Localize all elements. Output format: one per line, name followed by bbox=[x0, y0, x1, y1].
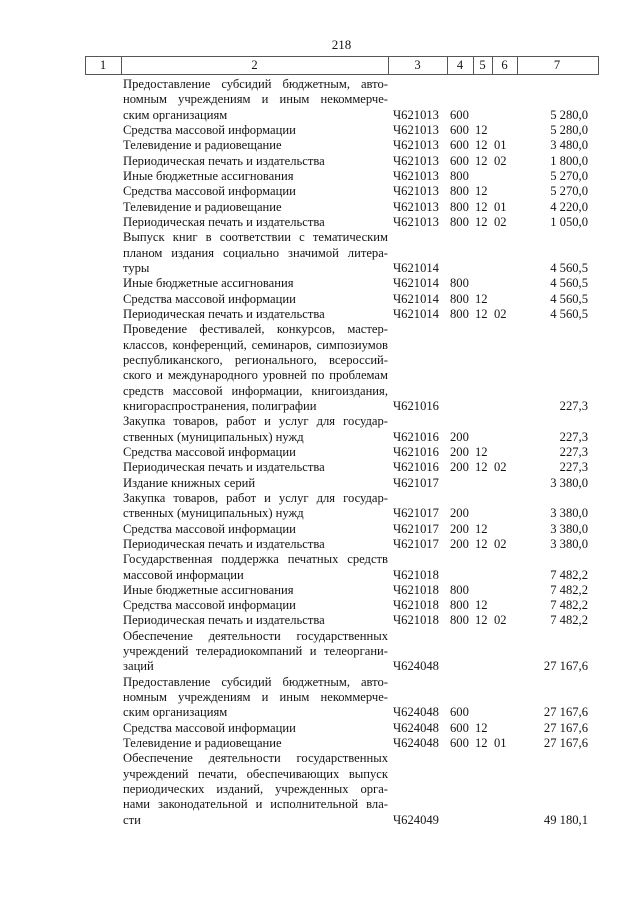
section-cell: 12 bbox=[475, 138, 488, 153]
number-cell bbox=[86, 214, 121, 215]
row-text-line: Закупка товаров, работ и услуг для государ- bbox=[123, 414, 388, 429]
number-cell bbox=[86, 459, 121, 460]
expense-type-cell: 600 bbox=[450, 720, 469, 735]
table-row bbox=[86, 77, 597, 123]
description-cell bbox=[121, 675, 388, 721]
row-text-line: планом издания социально значимой литера- bbox=[123, 245, 388, 260]
row-text-line: Государственная поддержка печатных средств bbox=[123, 552, 388, 567]
row-text-line: нами законодательной и исполнительной вла- bbox=[123, 797, 388, 812]
number-cell bbox=[86, 735, 121, 736]
description-cell bbox=[121, 123, 388, 138]
section-cell: 12 bbox=[475, 122, 488, 137]
expense-type-cell: 200 bbox=[450, 460, 469, 475]
row-text-line: Средства массовой информации bbox=[123, 720, 296, 735]
expense-type-cell: 800 bbox=[450, 168, 469, 183]
row-text-line: республиканского, регионального, всероссий- bbox=[123, 352, 388, 367]
expense-type-cell: 600 bbox=[450, 736, 469, 751]
number-cell bbox=[86, 674, 121, 675]
table-body bbox=[86, 77, 597, 828]
row-text-line: Телевидение и радиовещание bbox=[123, 736, 282, 751]
row-text-line: сти bbox=[123, 812, 141, 827]
table-row bbox=[86, 138, 597, 153]
amount-cell: 227,3 bbox=[559, 444, 588, 459]
row-text-line: Средства массовой информации bbox=[123, 598, 296, 613]
amount-cell: 4 560,5 bbox=[550, 276, 588, 291]
code-cell: Ч621014 bbox=[393, 260, 439, 275]
amount-cell: 27 167,6 bbox=[543, 720, 588, 735]
amount-cell: 1 050,0 bbox=[550, 214, 588, 229]
code-cell: Ч621014 bbox=[393, 291, 439, 306]
expense-type-cell: 800 bbox=[450, 184, 469, 199]
code-cell: Ч621016 bbox=[393, 398, 439, 413]
column-header: 2 bbox=[121, 57, 388, 74]
row-text-line: книгораспространения, полиграфии bbox=[123, 398, 317, 413]
amount-cell: 227,3 bbox=[559, 398, 588, 413]
row-text-line: Периодическая печать и издательства bbox=[123, 214, 325, 229]
subsection-cell: 02 bbox=[494, 306, 507, 321]
column-header: 3 bbox=[388, 57, 447, 74]
table-row bbox=[86, 491, 597, 522]
table-row bbox=[86, 583, 597, 598]
section-cell: 12 bbox=[475, 613, 488, 628]
row-text-line: Средства массовой информации bbox=[123, 122, 296, 137]
table-row bbox=[86, 721, 597, 736]
number-cell bbox=[86, 827, 121, 828]
number-cell bbox=[86, 490, 121, 491]
number-cell bbox=[86, 229, 121, 230]
number-cell bbox=[86, 137, 121, 138]
code-cell: Ч621018 bbox=[393, 567, 439, 582]
row-text-line: Телевидение и радиовещание bbox=[123, 138, 282, 153]
description-cell bbox=[121, 200, 388, 215]
section-cell: 12 bbox=[475, 199, 488, 214]
table-row bbox=[86, 123, 597, 138]
code-cell: Ч621017 bbox=[393, 536, 439, 551]
code-cell: Ч621014 bbox=[393, 276, 439, 291]
code-cell: Ч621018 bbox=[393, 582, 439, 597]
description-cell bbox=[121, 138, 388, 153]
row-text-line: ственных (муниципальных) нужд bbox=[123, 429, 304, 444]
description-cell bbox=[121, 736, 388, 751]
code-cell: Ч621017 bbox=[393, 475, 439, 490]
description-cell bbox=[121, 154, 388, 169]
code-cell: Ч624048 bbox=[393, 720, 439, 735]
number-cell bbox=[86, 597, 121, 598]
column-header: 5 bbox=[473, 57, 492, 74]
number-cell bbox=[86, 612, 121, 613]
description-cell bbox=[121, 276, 388, 291]
expense-type-cell: 600 bbox=[450, 153, 469, 168]
description-cell bbox=[121, 598, 388, 613]
amount-cell: 227,3 bbox=[559, 460, 588, 475]
subsection-cell: 01 bbox=[494, 199, 507, 214]
table-row bbox=[86, 184, 597, 199]
number-cell bbox=[86, 321, 121, 322]
row-text-line: Издание книжных серий bbox=[123, 475, 256, 490]
amount-cell: 1 800,0 bbox=[550, 153, 588, 168]
expense-type-cell: 600 bbox=[450, 705, 469, 720]
description-cell bbox=[121, 476, 388, 491]
code-cell: Ч621016 bbox=[393, 444, 439, 459]
row-text-line: Иные бюджетные ассигнования bbox=[123, 168, 294, 183]
number-cell bbox=[86, 306, 121, 307]
amount-cell: 7 482,2 bbox=[550, 598, 588, 613]
number-cell bbox=[86, 628, 121, 629]
row-text-line: ского и международного уровней по проблемам bbox=[123, 368, 388, 383]
section-cell: 12 bbox=[475, 598, 488, 613]
section-cell: 12 bbox=[475, 306, 488, 321]
expense-type-cell: 600 bbox=[450, 138, 469, 153]
code-cell: Ч621018 bbox=[393, 598, 439, 613]
budget-table bbox=[86, 56, 597, 828]
section-cell: 12 bbox=[475, 444, 488, 459]
number-cell bbox=[86, 720, 121, 721]
number-cell bbox=[86, 153, 121, 154]
expense-type-cell: 800 bbox=[450, 582, 469, 597]
row-text-line: Телевидение и радиовещание bbox=[123, 199, 282, 214]
amount-cell: 27 167,6 bbox=[543, 705, 588, 720]
row-text-line: массовой информации bbox=[123, 567, 244, 582]
amount-cell: 7 482,2 bbox=[550, 582, 588, 597]
expense-type-cell: 200 bbox=[450, 506, 469, 521]
amount-cell: 4 560,5 bbox=[550, 291, 588, 306]
table-row bbox=[86, 322, 597, 414]
expense-type-cell: 200 bbox=[450, 521, 469, 536]
expense-type-cell: 600 bbox=[450, 107, 469, 122]
section-cell: 12 bbox=[475, 521, 488, 536]
description-cell bbox=[121, 77, 388, 123]
amount-cell: 7 482,2 bbox=[550, 613, 588, 628]
table-row bbox=[86, 460, 597, 475]
subsection-cell: 02 bbox=[494, 460, 507, 475]
table-header-row bbox=[85, 56, 599, 75]
section-cell: 12 bbox=[475, 736, 488, 751]
code-cell: Ч624049 bbox=[393, 812, 439, 827]
row-text-line: Периодическая печать и издательства bbox=[123, 536, 325, 551]
table-row bbox=[86, 445, 597, 460]
column-header: 1 bbox=[99, 58, 107, 72]
row-text-line: Периодическая печать и издательства bbox=[123, 613, 325, 628]
section-cell: 12 bbox=[475, 184, 488, 199]
description-cell bbox=[121, 292, 388, 307]
description-cell bbox=[121, 322, 388, 414]
amount-cell: 3 380,0 bbox=[550, 475, 588, 490]
description-cell bbox=[121, 460, 388, 475]
row-text-line: Периодическая печать и издательства bbox=[123, 153, 325, 168]
row-text-line: Проведение фестивалей, конкурсов, мастер- bbox=[123, 322, 388, 337]
code-cell: Ч621013 bbox=[393, 138, 439, 153]
number-cell bbox=[86, 444, 121, 445]
code-cell: Ч621014 bbox=[393, 306, 439, 321]
subsection-cell: 02 bbox=[494, 536, 507, 551]
amount-cell: 4 220,0 bbox=[550, 199, 588, 214]
expense-type-cell: 600 bbox=[450, 122, 469, 137]
row-text-line: Закупка товаров, работ и услуг для государ- bbox=[123, 490, 388, 505]
code-cell: Ч621017 bbox=[393, 521, 439, 536]
expense-type-cell: 800 bbox=[450, 276, 469, 291]
table-row bbox=[86, 751, 597, 828]
row-text-line: Предоставление субсидий бюджетным, авто- bbox=[123, 77, 388, 91]
code-cell: Ч621013 bbox=[393, 214, 439, 229]
code-cell: Ч621013 bbox=[393, 153, 439, 168]
code-cell: Ч621013 bbox=[393, 107, 439, 122]
table-row bbox=[86, 598, 597, 613]
expense-type-cell: 800 bbox=[450, 199, 469, 214]
row-text-line: Предоставление субсидий бюджетным, авто- bbox=[123, 674, 388, 689]
row-text-line: Средства массовой информации bbox=[123, 444, 296, 459]
description-cell bbox=[121, 629, 388, 675]
section-cell: 12 bbox=[475, 720, 488, 735]
expense-type-cell: 800 bbox=[450, 306, 469, 321]
amount-cell: 49 180,1 bbox=[543, 812, 588, 827]
amount-cell: 227,3 bbox=[559, 429, 588, 444]
row-text-line: классов, конференций, семинаров, симпозиумов bbox=[123, 337, 388, 352]
expense-type-cell: 800 bbox=[450, 291, 469, 306]
number-cell bbox=[86, 551, 121, 552]
amount-cell: 3 380,0 bbox=[550, 506, 588, 521]
description-cell bbox=[121, 537, 388, 552]
subsection-cell: 01 bbox=[494, 736, 507, 751]
code-cell: Ч621013 bbox=[393, 199, 439, 214]
section-cell: 12 bbox=[475, 460, 488, 475]
row-text-line: туры bbox=[123, 260, 150, 275]
description-cell bbox=[121, 445, 388, 460]
table-row bbox=[86, 154, 597, 169]
number-cell bbox=[86, 521, 121, 522]
description-cell bbox=[121, 721, 388, 736]
page-number: 218 bbox=[331, 37, 352, 52]
expense-type-cell: 800 bbox=[450, 214, 469, 229]
table-row bbox=[86, 537, 597, 552]
number-cell bbox=[86, 122, 121, 123]
table-row bbox=[86, 675, 597, 721]
expense-type-cell: 200 bbox=[450, 429, 469, 444]
subsection-cell: 02 bbox=[494, 214, 507, 229]
column-header: 7 bbox=[517, 57, 597, 74]
amount-cell: 5 270,0 bbox=[550, 168, 588, 183]
subsection-cell: 02 bbox=[494, 153, 507, 168]
description-cell bbox=[121, 414, 388, 445]
table-row bbox=[86, 169, 597, 184]
subsection-cell: 01 bbox=[494, 138, 507, 153]
number-cell bbox=[86, 582, 121, 583]
row-text-line: номным учреждениям и иным некоммерче- bbox=[123, 92, 388, 107]
code-cell: Ч624048 bbox=[393, 736, 439, 751]
row-text-line: Выпуск книг в соответствии с тематическим bbox=[123, 230, 388, 245]
table-row bbox=[86, 476, 597, 491]
number-cell bbox=[86, 275, 121, 276]
section-cell: 12 bbox=[475, 153, 488, 168]
row-text-line: ским организациям bbox=[123, 107, 228, 122]
number-cell bbox=[86, 750, 121, 751]
subsection-cell: 02 bbox=[494, 613, 507, 628]
row-text-line: Иные бюджетные ассигнования bbox=[123, 276, 294, 291]
amount-cell: 3 380,0 bbox=[550, 536, 588, 551]
number-cell bbox=[86, 168, 121, 169]
description-cell bbox=[121, 552, 388, 583]
row-text-line: номным учреждениям и иным некоммерче- bbox=[123, 690, 388, 705]
table-row bbox=[86, 522, 597, 537]
table-row bbox=[86, 629, 597, 675]
row-text-line: Обеспечение деятельности государственных bbox=[123, 751, 388, 766]
row-text-line: Средства массовой информации bbox=[123, 291, 296, 306]
section-cell: 12 bbox=[475, 214, 488, 229]
expense-type-cell: 800 bbox=[450, 598, 469, 613]
table-row bbox=[86, 552, 597, 583]
code-cell: Ч621013 bbox=[393, 168, 439, 183]
row-text-line: периодических изданий, учрежденных орга- bbox=[123, 782, 388, 797]
table-row bbox=[86, 414, 597, 445]
expense-type-cell: 200 bbox=[450, 536, 469, 551]
code-cell: Ч624048 bbox=[393, 705, 439, 720]
row-text-line: ственных (муниципальных) нужд bbox=[123, 506, 304, 521]
table-row bbox=[86, 307, 597, 322]
table-row bbox=[86, 230, 597, 276]
description-cell bbox=[121, 215, 388, 230]
row-text-line: заций bbox=[123, 659, 154, 674]
code-cell: Ч621016 bbox=[393, 429, 439, 444]
row-text-line: средств массовой информации, книгоиздания, bbox=[123, 383, 388, 398]
row-text-line: ским организациям bbox=[123, 705, 228, 720]
table-row bbox=[86, 292, 597, 307]
table-row bbox=[86, 276, 597, 291]
code-cell: Ч621018 bbox=[393, 613, 439, 628]
amount-cell: 3 480,0 bbox=[550, 138, 588, 153]
row-text-line: Обеспечение деятельности государственных bbox=[123, 628, 388, 643]
row-text-line: Иные бюджетные ассигнования bbox=[123, 582, 294, 597]
description-cell bbox=[121, 522, 388, 537]
table-row bbox=[86, 215, 597, 230]
amount-cell: 5 270,0 bbox=[550, 184, 588, 199]
table-row bbox=[86, 736, 597, 751]
code-cell: Ч624048 bbox=[393, 659, 439, 674]
description-cell bbox=[121, 751, 388, 828]
description-cell bbox=[121, 491, 388, 522]
description-cell bbox=[121, 613, 388, 628]
description-cell bbox=[121, 230, 388, 276]
section-cell: 12 bbox=[475, 291, 488, 306]
amount-cell: 27 167,6 bbox=[543, 659, 588, 674]
number-cell bbox=[86, 183, 121, 184]
number-cell bbox=[86, 475, 121, 476]
description-cell bbox=[121, 169, 388, 184]
amount-cell: 27 167,6 bbox=[543, 736, 588, 751]
row-text-line: Периодическая печать и издательства bbox=[123, 306, 325, 321]
amount-cell: 5 280,0 bbox=[550, 107, 588, 122]
column-header: 4 bbox=[447, 57, 473, 74]
amount-cell: 4 560,5 bbox=[550, 306, 588, 321]
amount-cell: 5 280,0 bbox=[550, 122, 588, 137]
description-cell bbox=[121, 307, 388, 322]
row-text-line: Средства массовой информации bbox=[123, 184, 296, 199]
row-text-line: Средства массовой информации bbox=[123, 521, 296, 536]
code-cell: Ч621013 bbox=[393, 122, 439, 137]
description-cell bbox=[121, 184, 388, 199]
table-row bbox=[86, 200, 597, 215]
row-text-line: учреждений телерадиокомпаний и телеоргани- bbox=[123, 644, 388, 659]
section-cell: 12 bbox=[475, 536, 488, 551]
expense-type-cell: 200 bbox=[450, 444, 469, 459]
column-header: 6 bbox=[492, 57, 517, 74]
row-text-line: Периодическая печать и издательства bbox=[123, 460, 325, 475]
code-cell: Ч621017 bbox=[393, 506, 439, 521]
description-cell bbox=[121, 583, 388, 598]
number-cell bbox=[86, 199, 121, 200]
code-cell: Ч621016 bbox=[393, 460, 439, 475]
table-row bbox=[86, 613, 597, 628]
code-cell: Ч621013 bbox=[393, 184, 439, 199]
number-cell bbox=[86, 413, 121, 414]
amount-cell: 7 482,2 bbox=[550, 567, 588, 582]
amount-cell: 4 560,5 bbox=[550, 260, 588, 275]
number-cell bbox=[86, 291, 121, 292]
number-cell bbox=[86, 536, 121, 537]
row-text-line: учреждений печати, обеспечивающих выпуск bbox=[123, 766, 388, 781]
amount-cell: 3 380,0 bbox=[550, 521, 588, 536]
expense-type-cell: 800 bbox=[450, 613, 469, 628]
